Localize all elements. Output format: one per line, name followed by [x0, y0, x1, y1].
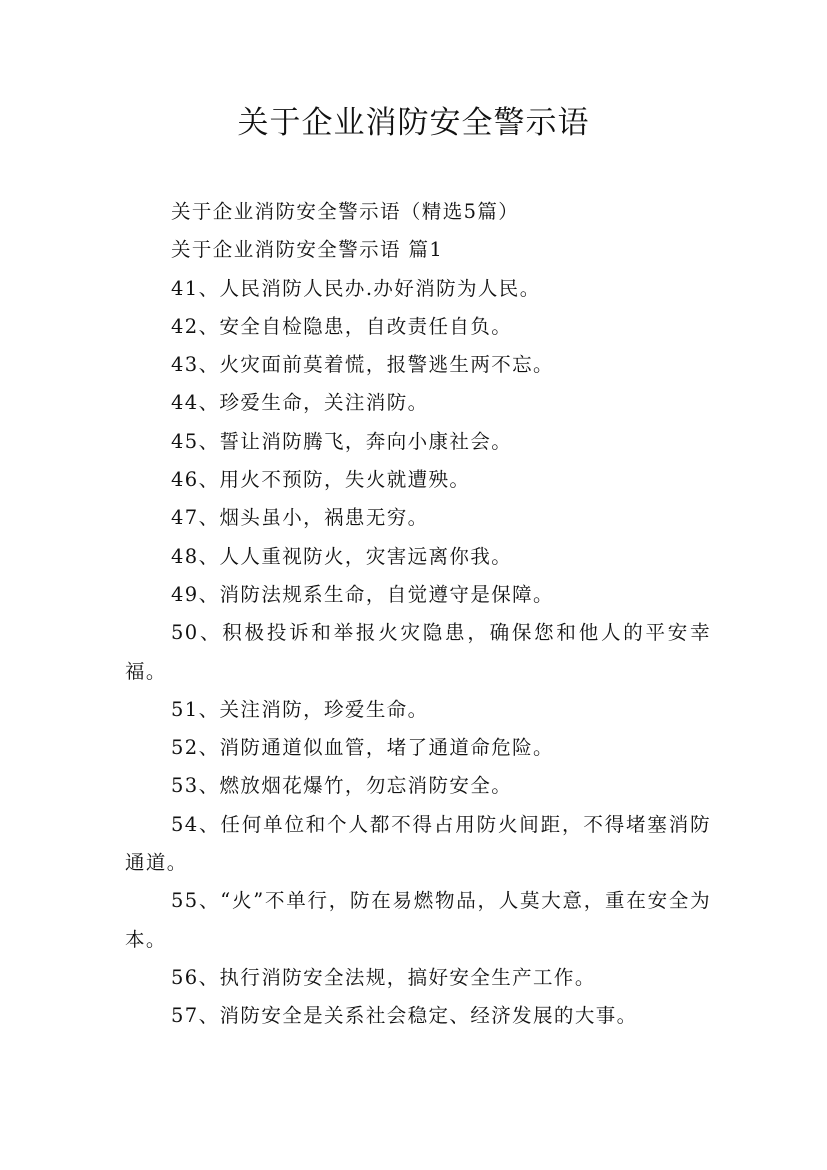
slogan-item: 42、安全自检隐患，自改责任自负。: [171, 314, 513, 338]
slogan-item: 55、“火”不单行，防在易燃物品，人莫大意，重在安全为本。: [125, 889, 711, 951]
slogan-item: 52、消防通道似血管，堵了通道命危险。: [171, 736, 554, 760]
slogan-item: 41、人民消防人民办.办好消防为人民。: [171, 276, 541, 300]
paragraph-section-heading: 关于企业消防安全警示语 篇1: [171, 238, 444, 262]
slogan-item: 43、火灾面前莫着慌，报警逃生两不忘。: [171, 353, 554, 377]
slogan-item: 54、任何单位和个人都不得占用防火间距，不得堵塞消防通道。: [125, 812, 711, 875]
slogan-item: 49、消防法规系生命，自觉遵守是保障。: [171, 582, 554, 606]
slogan-item: 56、执行消防安全法规，搞好安全生产工作。: [171, 965, 596, 989]
slogan-item: 50、积极投诉和举报火灾隐患，确保您和他人的平安幸福。: [125, 621, 711, 683]
slogan-item: 47、烟头虽小，祸患无穷。: [171, 506, 429, 530]
slogan-item: 46、用火不预防，失火就遭殃。: [171, 468, 471, 492]
slogan-item: 51、关注消防，珍爱生命。: [171, 697, 429, 721]
slogan-item: 53、燃放烟花爆竹，勿忘消防安全。: [171, 774, 513, 798]
slogan-item: 45、誓让消防腾飞，奔向小康社会。: [171, 429, 513, 453]
slogan-item: 44、珍爱生命，关注消防。: [171, 391, 429, 415]
document-title: 关于企业消防安全警示语: [237, 105, 590, 141]
paragraph-subtitle: 关于企业消防安全警示语（精选5篇）: [171, 200, 520, 223]
slogan-item: 48、人人重视防火，灾害远离你我。: [171, 544, 513, 568]
document-body: [125, 193, 711, 1036]
slogan-item: 57、消防安全是关系社会稳定、经济发展的大事。: [171, 1004, 638, 1028]
